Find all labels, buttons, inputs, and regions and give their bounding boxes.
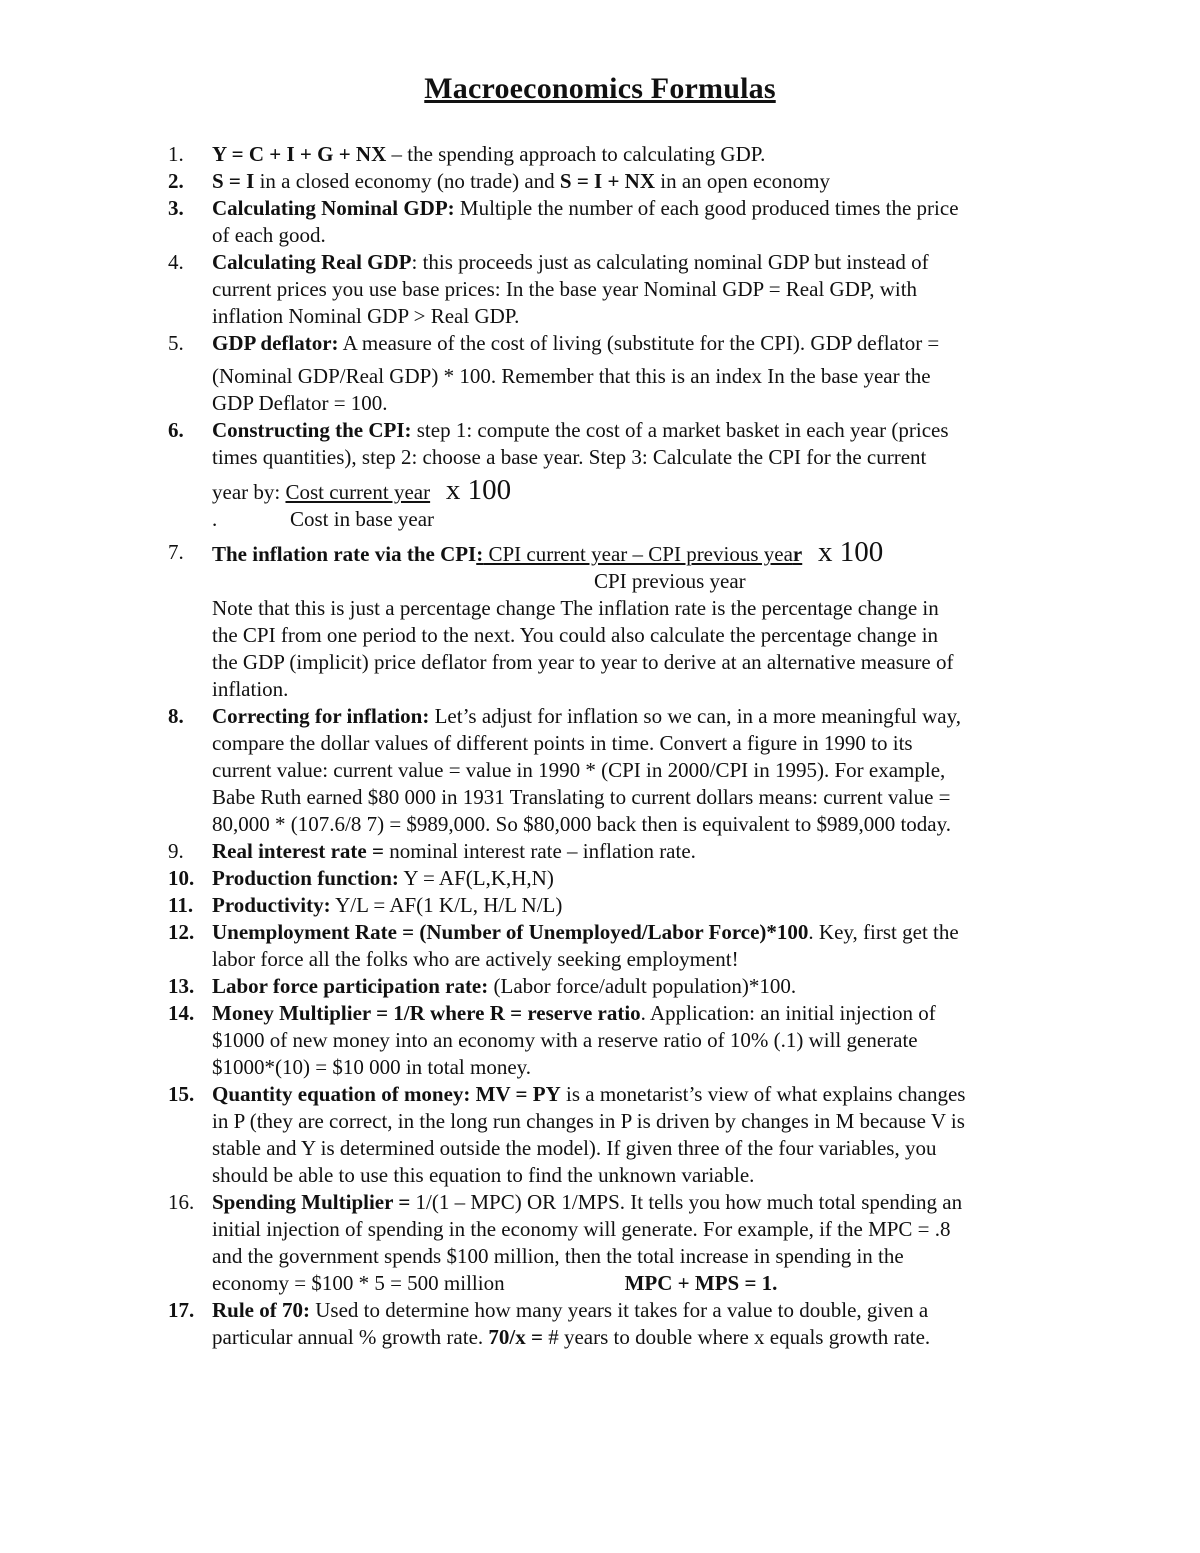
page-title: Macroeconomics Formulas bbox=[424, 72, 776, 105]
item-text: Used to determine how many years it takes for a value to double, given a bbox=[310, 1298, 929, 1322]
fraction-numerator: CPI current year – CPI previous yea bbox=[483, 542, 793, 566]
list-item bbox=[168, 838, 1068, 865]
item-text: the GDP (implicit) price deflator from year to year to derive at an alternative measure of bbox=[212, 650, 954, 674]
dot-marker: . bbox=[212, 507, 218, 531]
item-text: 80,000 * (107.6/8 7) = $989,000. So $80,000 back then is equivalent to $989,000 today. bbox=[212, 812, 951, 836]
item-heading: Money Multiplier = 1/R where R = reserve ratio bbox=[212, 1001, 641, 1025]
item-heading: Unemployment Rate = (Number of Unemployed/Labor Force)*100 bbox=[212, 920, 809, 944]
item-heading: MPC + MPS = 1. bbox=[624, 1271, 778, 1295]
item-heading: 70/x = bbox=[488, 1325, 549, 1349]
item-number: 9. bbox=[168, 839, 184, 863]
item-text: times quantities), step 2: choose a base year. Step 3: Calculate the CPI for the current bbox=[212, 445, 927, 469]
item-text: Let’s adjust for inflation so we can, in a more meaningful way, bbox=[429, 704, 962, 728]
item-number: 11. bbox=[168, 893, 194, 917]
list-item bbox=[168, 141, 1068, 168]
item-number: 4. bbox=[168, 250, 184, 274]
item-number: 2. bbox=[168, 169, 184, 193]
item-text: GDP Deflator = 100. bbox=[212, 391, 388, 415]
list-item bbox=[168, 330, 1068, 417]
list-item bbox=[168, 865, 1068, 892]
fraction-denominator: Cost in base year bbox=[290, 507, 435, 531]
item-number: 10. bbox=[168, 866, 195, 890]
list-item bbox=[168, 1297, 1068, 1351]
item-number: 1. bbox=[168, 142, 184, 166]
item-text: : this proceeds just as calculating nominal GDP but instead of bbox=[411, 250, 929, 274]
list-item bbox=[168, 168, 1068, 195]
item-heading: Calculating Nominal GDP: bbox=[212, 196, 455, 220]
item-heading: S = I + NX bbox=[559, 169, 656, 193]
list-item bbox=[168, 919, 1068, 973]
list-item bbox=[168, 1000, 1068, 1081]
item-text: nominal interest rate – inflation rate. bbox=[383, 839, 696, 863]
item-text: in a closed economy (no trade) and bbox=[254, 169, 560, 193]
item-text: initial injection of spending in the economy will generate. For example, if the MPC = .8 bbox=[212, 1217, 951, 1241]
item-text: labor force all the folks who are actively seeking employment! bbox=[212, 947, 739, 971]
item-text: A measure of the cost of living (substitute for the CPI). GDP deflator = bbox=[338, 331, 940, 355]
item-heading: Correcting for inflation: bbox=[212, 704, 430, 728]
item-text: stable and Y is determined outside the model). If given three of the four variables, you bbox=[212, 1136, 937, 1160]
list-item bbox=[168, 1189, 1068, 1297]
item-heading: Quantity equation of money: MV = PY bbox=[212, 1082, 561, 1106]
formula-list bbox=[168, 141, 1068, 1351]
item-heading: Productivity: bbox=[212, 893, 331, 917]
item-text: Y = AF(L,K,H,N) bbox=[398, 866, 554, 890]
item-number: 17. bbox=[168, 1298, 195, 1322]
item-text: – the spending approach to calculating GDP. bbox=[386, 142, 766, 166]
item-number: 8. bbox=[168, 704, 184, 728]
list-item bbox=[168, 703, 1068, 838]
list-item bbox=[168, 1081, 1068, 1189]
list-item bbox=[168, 973, 1068, 1000]
item-text: current prices you use base prices: In the base year Nominal GDP = Real GDP, with bbox=[212, 277, 918, 301]
item-text: is a monetarist’s view of what explains changes bbox=[560, 1082, 966, 1106]
item-text: . Key, first get the bbox=[808, 920, 959, 944]
item-text: and the government spends $100 million, then the total increase in spending in the bbox=[212, 1244, 904, 1268]
item-text: compare the dollar values of different points in time. Convert a figure in 1990 to its bbox=[212, 731, 913, 755]
item-text: # years to double where x equals growth rate. bbox=[548, 1325, 931, 1349]
item-text: in P (they are correct, in the long run changes in P is driven by changes in M because V is bbox=[212, 1109, 965, 1133]
item-number: 12. bbox=[168, 920, 195, 944]
item-text: inflation Nominal GDP > Real GDP. bbox=[212, 304, 520, 328]
item-heading: The inflation rate via the CPI bbox=[212, 542, 477, 566]
list-item bbox=[168, 195, 1068, 249]
item-heading: Production function: bbox=[212, 866, 399, 890]
item-heading: Spending Multiplier = bbox=[212, 1190, 416, 1214]
item-text: Y/L = AF(1 K/L, H/L N/L) bbox=[330, 893, 563, 917]
item-text: particular annual % growth rate. bbox=[212, 1325, 489, 1349]
item-text: economy = $100 * 5 = 500 million bbox=[212, 1271, 505, 1295]
item-heading: Labor force participation rate: bbox=[212, 974, 489, 998]
item-number: 13. bbox=[168, 974, 195, 998]
item-text: (Labor force/adult population)*100. bbox=[488, 974, 797, 998]
item-heading: Rule of 70: bbox=[212, 1298, 310, 1322]
list-item bbox=[168, 536, 1068, 703]
item-text: inflation. bbox=[212, 677, 289, 701]
item-text: the CPI from one period to the next. You could also calculate the percentage change in bbox=[212, 623, 939, 647]
item-text: should be able to use this equation to find the unknown variable. bbox=[212, 1163, 755, 1187]
multiplier-text: x 100 bbox=[445, 474, 512, 506]
item-text: step 1: compute the cost of a market basket in each year (prices bbox=[411, 418, 949, 442]
fraction-denominator: CPI previous year bbox=[594, 569, 746, 593]
item-heading: Real interest rate = bbox=[212, 839, 384, 863]
item-text: Babe Ruth earned $80 000 in 1931 Translating to current dollars means: current value = bbox=[212, 785, 951, 809]
item-number: 16. bbox=[168, 1190, 195, 1214]
item-text: (Nominal GDP/Real GDP) * 100. Remember that this is an index In the base year the bbox=[212, 364, 931, 388]
item-text: current value: current value = value in 1990 * (CPI in 2000/CPI in 1995). For example, bbox=[212, 758, 946, 782]
list-item bbox=[168, 249, 1068, 330]
item-number: 15. bbox=[168, 1082, 195, 1106]
item-text: of each good. bbox=[212, 223, 326, 247]
item-heading: Y = C + I + G + NX bbox=[212, 142, 387, 166]
item-text: $1000*(10) = $10 000 in total money. bbox=[212, 1055, 532, 1079]
item-text: 1/(1 – MPC) OR 1/MPS. It tells you how much total spending an bbox=[415, 1190, 963, 1214]
list-item bbox=[168, 892, 1068, 919]
item-number: 7. bbox=[168, 540, 184, 564]
item-number: 14. bbox=[168, 1001, 195, 1025]
item-heading-colon: : bbox=[476, 542, 484, 566]
item-number: 6. bbox=[168, 418, 184, 442]
item-text: year by: bbox=[212, 480, 286, 504]
multiplier-text: x 100 bbox=[817, 536, 884, 568]
item-text: $1000 of new money into an economy with a reserve ratio of 10% (.1) will generate bbox=[212, 1028, 918, 1052]
item-heading: S = I bbox=[212, 169, 255, 193]
item-text: Multiple the number of each good produced times the price bbox=[454, 196, 959, 220]
item-number: 5. bbox=[168, 331, 184, 355]
fraction-numerator: Cost current year bbox=[285, 480, 431, 504]
item-number: 3. bbox=[168, 196, 184, 220]
item-text: in an open economy bbox=[655, 169, 830, 193]
item-heading: Constructing the CPI: bbox=[212, 418, 412, 442]
list-item bbox=[168, 417, 1068, 533]
fraction-numerator-end: r bbox=[792, 542, 803, 566]
item-heading: GDP deflator: bbox=[212, 331, 339, 355]
item-text: Note that this is just a percentage change The inflation rate is the percentage change in bbox=[212, 596, 939, 620]
item-text: . Application: an initial injection of bbox=[640, 1001, 936, 1025]
item-heading: Calculating Real GDP bbox=[212, 250, 412, 274]
